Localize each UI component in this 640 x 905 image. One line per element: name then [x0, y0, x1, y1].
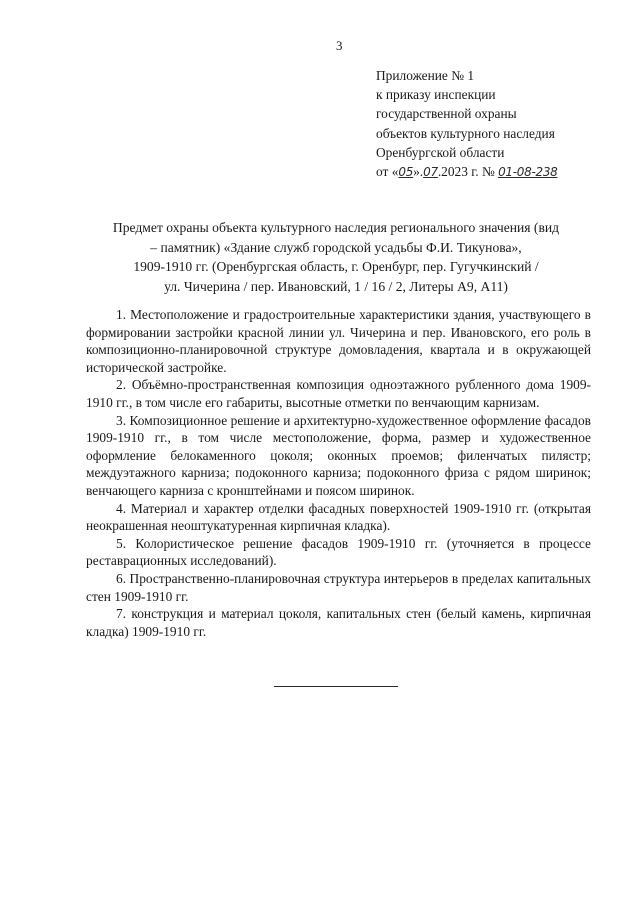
list-item: 7. конструкция и материал цоколя, капитальных стен (белый камень, кирпичная кладка) 1909-1910 гг.: [86, 606, 591, 639]
appendix-line: объектов культурного наследия: [376, 125, 555, 141]
list-item: 2. Объёмно-пространственная композиция одноэтажного рубленного дома 1909-1910 гг., в том числе его габариты, высотные отметки по венчающим карнизам.: [86, 377, 591, 410]
list-item: 1. Местоположение и градостроительные характеристики здания, участвующего в формировании застройки красной линии ул. Чичерина и пер. Ивановского, его роль в композиционно-планировочной структуре домовладения, квартала и в окружающей исторической застройке.: [86, 307, 591, 375]
title-line: ул. Чичерина / пер. Ивановский, 1 / 16 / 2, Литеры А9, А11): [164, 278, 508, 294]
appendix-line: Оренбургской области: [376, 144, 505, 160]
date-prefix: от «: [376, 164, 399, 180]
closing-divider: [274, 686, 398, 687]
handwritten-order-number: 01-08-238: [498, 165, 558, 180]
date-suffix: .2023 г. №: [437, 164, 499, 180]
appendix-line: Приложение № 1: [376, 68, 475, 83]
list-item: 4. Материал и характер отделки фасадных поверхностей 1909-1910 гг. (открытая неокрашенная неоштукатуренная кирпичная кладка).: [86, 500, 591, 534]
handwritten-day: 05: [398, 165, 414, 180]
document-title: [86, 218, 586, 296]
title-line: 1909-1910 гг. (Оренбургская область, г. Оренбург, пер. Гугучкинский /: [133, 259, 539, 275]
appendix-line: к приказу инспекции: [376, 87, 496, 103]
page-number: 3: [336, 38, 343, 53]
date-mid: ».: [413, 164, 424, 180]
list-item: 3. Композиционное решение и архитектурно-художественное оформление фасадов 1909-1910 гг., в том числе местоположение, форма, размер и художественное оформление белокаменного цоколя; оконных проемов; филенчатых пилястр; междуэтажного карниза; подоконного карниза; подоконного фриза с рядом ширинок; венчающего карниза с кронштейнами и поясом ширинок.: [86, 412, 591, 498]
list-item: 6. Пространственно-планировочная структура интерьеров в пределах капитальных стен 1909-1910 гг.: [86, 570, 591, 604]
handwritten-month: 07: [423, 165, 438, 180]
order-date-line: [376, 162, 558, 182]
appendix-line: государственной охраны: [376, 106, 517, 122]
title-line: Предмет охраны объекта культурного наследия регионального значения (вид: [112, 220, 560, 235]
appendix-header: [376, 66, 558, 182]
title-line: – памятник) «Здание служб городской усадьбы Ф.И. Тикунова»,: [150, 239, 522, 255]
protection-items-list: [86, 306, 591, 640]
list-item: 5. Колористическое решение фасадов 1909-1910 гг. (уточняется в процессе реставрационных исследований).: [86, 535, 591, 569]
